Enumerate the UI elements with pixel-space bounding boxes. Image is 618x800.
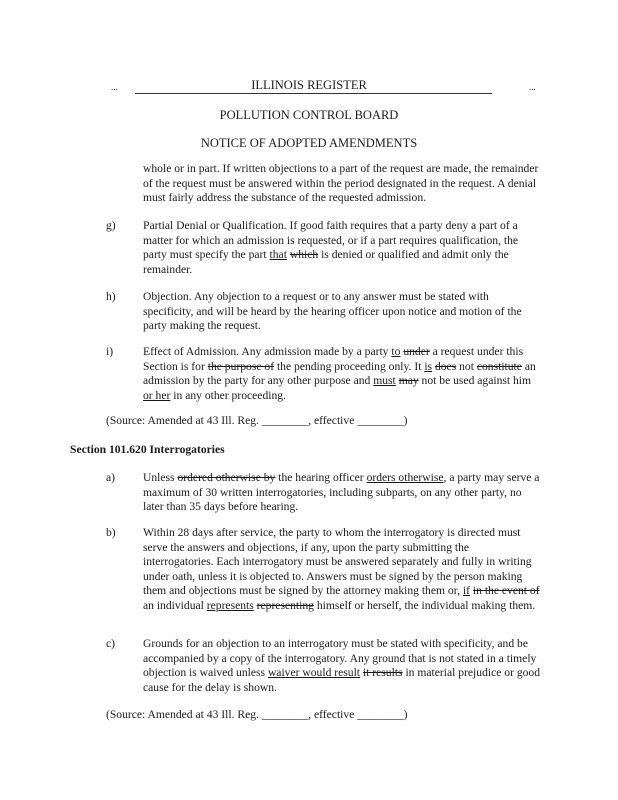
para-g xyxy=(143,219,541,277)
header-left-mark: ... xyxy=(111,82,118,92)
source-note-1: (Source: Amended at 43 Ill. Reg. ________, effective ________) xyxy=(106,414,408,427)
inserted-text: orders otherwise xyxy=(366,471,444,484)
inserted-text: waiver would result xyxy=(267,666,361,680)
para-i xyxy=(143,345,541,403)
inserted-text: is xyxy=(424,359,433,373)
deleted-text: it results xyxy=(362,666,403,680)
source-note-2: (Source: Amended at 43 Ill. Reg. ________, effective ________) xyxy=(106,708,408,721)
text-run: Partial Denial or Qualification. If good faith requires that a party deny a part of a matter for which an admission is requested, or if a part requires qualification, the party must specify the part xyxy=(143,219,519,262)
continuation-paragraph xyxy=(143,162,541,206)
para-b-label: b) xyxy=(106,526,116,539)
deleted-text: the purpose of xyxy=(207,359,275,373)
inserted-text: to xyxy=(391,345,401,358)
text-run: the pending proceeding only. It xyxy=(274,359,425,373)
register-title: ILLINOIS REGISTER xyxy=(251,78,367,92)
deleted-text: constitute xyxy=(476,359,522,373)
text-run: not be used against him xyxy=(418,374,532,388)
para-h xyxy=(143,290,541,334)
text-run: not xyxy=(456,359,477,373)
deleted-text: under xyxy=(403,345,430,358)
header-rule xyxy=(135,93,492,94)
para-c xyxy=(143,637,541,695)
text-run: Grounds for an objection to an interrogatory must be stated with specificity, and be accompanied by a copy of the interrogatory. Any ground that is not stated in a timely objection is waived unless xyxy=(143,637,537,680)
inserted-text: must xyxy=(373,374,396,388)
inserted-text: represents xyxy=(206,598,254,612)
text-run: a request under this Section is for xyxy=(143,345,524,373)
text-run: Objection. Any objection to a request or to any answer must be stated with specificity, and will be heard by the hearing officer upon notice and motion of the party making the request. xyxy=(143,290,522,333)
text-run: in material prejudice or good cause for the delay is shown. xyxy=(143,666,541,694)
deleted-text: representing xyxy=(256,598,314,612)
text-run: is denied or qualified and admit only the remainder. xyxy=(143,248,509,276)
text-run: Effect of Admission. Any admission made by a party xyxy=(143,345,392,358)
text-run: the hearing officer xyxy=(275,471,367,484)
text-run: in any other proceeding. xyxy=(170,388,286,402)
header-right-mark: ... xyxy=(529,82,536,92)
inserted-text: that xyxy=(269,248,287,262)
deleted-text: may xyxy=(398,374,419,388)
para-a-label: a) xyxy=(106,471,116,484)
para-a xyxy=(143,471,541,515)
text-run: an individual xyxy=(143,598,207,612)
section-heading: Section 101.620 Interrogatories xyxy=(70,443,225,456)
para-g-label: g) xyxy=(106,219,116,232)
text-run: Within 28 days after service, the party to whom the interrogatory is directed must serve the answers and objections, if any, upon the party submitting the interrogatories. Each interrogatory must be answered separately and fully in writing under oath, unless it is objected to. Answers must be signed by the person making them and objections must be signed by the attorney making them or, xyxy=(143,526,532,598)
agency-name: POLLUTION CONTROL BOARD xyxy=(219,108,399,122)
inserted-text: if xyxy=(462,584,471,598)
inserted-text: or her xyxy=(143,388,171,402)
para-b xyxy=(143,526,541,614)
text-run: Unless xyxy=(143,471,178,484)
deleted-text: in the event of xyxy=(472,584,540,598)
deleted-text: which xyxy=(289,248,319,262)
para-h-label: h) xyxy=(106,290,116,303)
deleted-text: ordered otherwise by xyxy=(177,471,276,484)
para-c-label: c) xyxy=(106,637,116,650)
deleted-text: does xyxy=(434,359,457,373)
text-run: whole or in part. If written objections to a part of the request are made, the remainder of the request must be answered within the period designated in the request. A denial must fairly address the substance of the requested admission. xyxy=(143,162,539,205)
para-i-label: i) xyxy=(106,345,114,358)
text-run: himself or herself, the individual making them. xyxy=(313,598,536,612)
text-run: , a party may serve a maximum of 30 written interrogatories, including subparts, on any other party, no later than 35 days before hearing. xyxy=(143,471,540,514)
text-run: an admission by the party for any other purpose and xyxy=(143,359,536,388)
notice-title: NOTICE OF ADOPTED AMENDMENTS xyxy=(200,136,418,150)
